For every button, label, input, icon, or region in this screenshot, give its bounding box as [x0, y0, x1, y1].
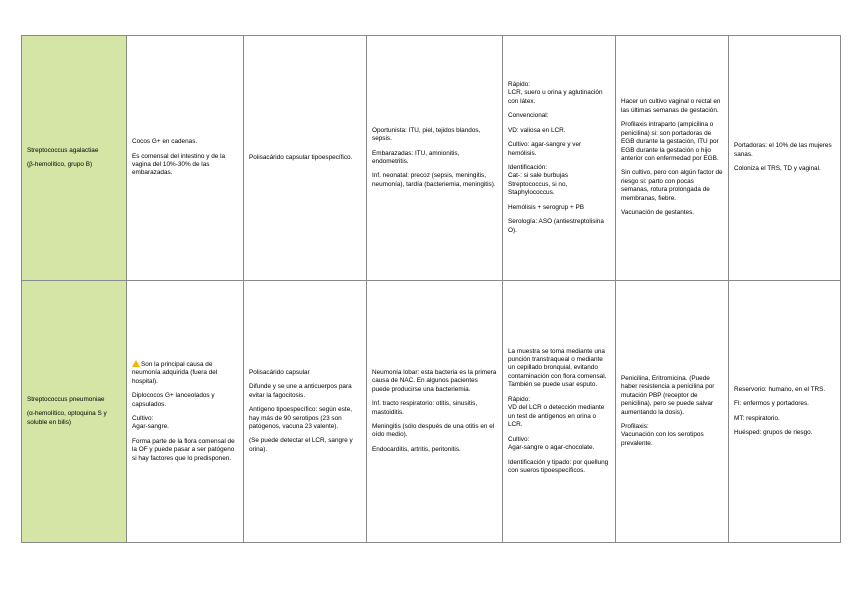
paragraph: MT: respiratorio.: [734, 414, 780, 422]
paragraph: Reservorio: humano, en el TRS.: [734, 385, 826, 393]
paragraph: Hemólisis + serogrup + PB: [508, 203, 585, 211]
morphology-cell: [127, 281, 244, 543]
diagnosis-cell: [503, 36, 616, 281]
paragraph: Cultivo: Agar-sangre o agar-chocolate.: [508, 435, 595, 452]
paragraph: Penicilina, Eritromicina. (Puede haber resistencia a penicilina por mutación PBP (receptor de penicilina), pero se puede salvar aumentando la dosis).: [621, 374, 715, 416]
paragraph: Polisacárido capsular: [249, 368, 310, 376]
warning-icon: [132, 360, 140, 367]
paragraph: VD: valiosa en LCR.: [508, 126, 566, 134]
paragraph: Cocos G+ en cadenas.: [132, 138, 198, 146]
paragraph: Identificación: Cat-: si sale burbujas Streptococcus, si no, Staphylococcus.: [508, 164, 569, 197]
paragraph-text: Son la principal causa de neumonía adquirida (fuera del hospital).: [132, 360, 218, 385]
paragraph: Cultivo: agar-sangre y ver hemólisis.: [508, 141, 582, 157]
paragraph: Es comensal del intestino y de la vagina del 10%-30% de las embarazadas.: [132, 152, 226, 177]
paragraph: Endocarditis, artritis, peritonitis.: [372, 445, 461, 453]
paragraph: Antígeno tipoespecífico: según este, hay más de 90 serotipos (23 son patógenos, vacuna 23 valente).: [249, 406, 353, 430]
epidemiology-cell: [729, 36, 841, 281]
paragraph: (Se puede detectar el LCR, sangre y orina).: [249, 437, 353, 453]
organism-type: (β-hemolítico, grupo B): [27, 161, 93, 168]
paragraph: Convencional:: [508, 112, 549, 120]
paragraph: [132, 360, 238, 386]
paragraph: Sin cultivo, pero con algún factor de riesgo si: parto con pocas semanas, rotura prolongada de membranas, fiebre.: [621, 169, 723, 202]
paragraph: Rápido: VD del LCR o detección mediante un test de antígenos en orina o LCR.: [508, 395, 605, 429]
paragraph: Difunde y se une a anticuerpos para evitar la fagocitosis.: [249, 383, 352, 399]
paragraph: La muestra se toma mediante una punción transtraqueal o mediante un cepillado bronquial, evitando contaminación con flora comensal. También se puede usar esputo.: [508, 347, 607, 389]
paragraph: Inf. neonatal: precoz (sepsis, meningitis, neumonía), tardía (bacteriemia, meningitis).: [372, 172, 496, 188]
morphology-cell: [127, 36, 244, 281]
table-row: [22, 281, 841, 543]
paragraph: Serología: ASO (antiestreptolisina O).: [508, 218, 604, 234]
diagnosis-cell: [503, 281, 616, 543]
paragraph: Identificación y tipado: por quellung con sueros tipoespecíficos.: [508, 458, 609, 474]
paragraph: Rápido: LCR, suero u orina y aglutinación con látex.: [508, 80, 603, 105]
paragraph: Diplococos G+ lanceolados y capsulados.: [132, 392, 215, 408]
organism-name: Streptococcus pneumoniae: [27, 395, 105, 403]
virulence-cell: [244, 36, 367, 281]
paragraph: Inf. tracto respiratorio: otitis, sinusitis, mastoiditis.: [372, 400, 478, 416]
treatment-cell: [616, 36, 729, 281]
paragraph: Profilaxis: Vacunación con los serotipos prevalente.: [621, 422, 704, 447]
paragraph: Polisacárido capsular tipoespecífico.: [249, 153, 353, 161]
paragraph: Hacer un cultivo vaginal o rectal en las últimas semanas de gestación.: [621, 98, 721, 114]
paragraph: Embarazadas: ITU, amnionitis, endometritis.: [372, 149, 460, 165]
paragraph: Neumonía lobar: esta bacteria es la primera causa de NAC. En algunos pacientes puede producirse una bacteriemia.: [372, 368, 497, 393]
treatment-cell: [616, 281, 729, 543]
virulence-cell: [244, 281, 367, 543]
paragraph: Forma parte de la flora comensal de la OF y puede pasar a ser patógeno si hay factores que lo predisponen.: [132, 437, 235, 462]
paragraph: Portadoras: el 10% de las mujeres sanas.: [734, 142, 832, 158]
organism-type: (α-hemolítico, optoquina S y soluble en bilis): [27, 410, 107, 426]
paragraph: Profilaxis intraparto (ampicilina o penicilina) si: son portadoras de EGB durante la gestación, ITU por EGB durante la gestación o hijo anterior con enfermedad por EGB.: [621, 121, 719, 162]
table-row: [22, 36, 841, 281]
organism-cell: [22, 281, 127, 543]
bacteria-table: [21, 35, 841, 543]
paragraph: Meningitis (sólo después de una otitis en el oído medio).: [372, 422, 495, 439]
paragraph: Cultivo: Agar-sangre.: [132, 415, 169, 431]
disease-cell: [367, 281, 503, 543]
paragraph: Coloniza el TRS, TD y vaginal.: [734, 165, 821, 173]
paragraph: Oportunista: ITU, piel, tejidos blandos, sepsis.: [372, 126, 481, 143]
disease-cell: [367, 36, 503, 281]
epidemiology-cell: [729, 281, 841, 543]
paragraph: Huésped: grupos de riesgo.: [734, 428, 813, 436]
paragraph: FI: enfermos y portadores.: [734, 400, 809, 408]
paragraph: Vacunación de gestantes.: [621, 209, 695, 217]
organism-cell: [22, 36, 127, 281]
organism-name: Streptococcus agalactiae: [27, 146, 99, 154]
